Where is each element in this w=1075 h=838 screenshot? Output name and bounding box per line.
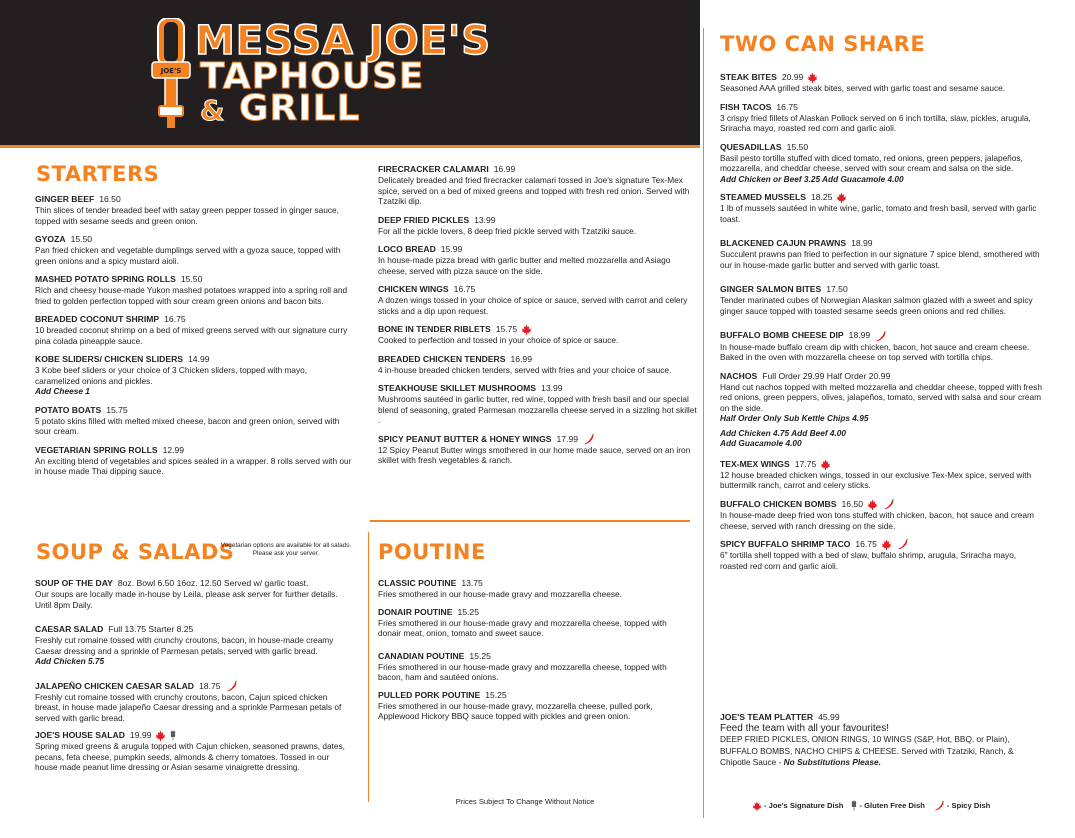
menu-item-name: CAESAR SALAD (35, 624, 104, 634)
menu-item-desc: Seasoned AAA grilled steak bites, served with garlic toast and sesame sauce. (720, 83, 1006, 94)
menu-item-desc: 12 Spicy Peanut Butter wings smothered in our home made sauce, served on an iron skillet with fresh vegetables & ranch. (378, 444, 691, 466)
menu-item-price: 15.25 (469, 650, 491, 661)
menu-item-name: BUFFALO BOMB CHEESE DIP (720, 330, 844, 341)
team-platter-desc: DEEP FRIED PICKLES, ONION RINGS, 10 WINGS (S&P, Hot, BBQ, or Plain), BUFFALO BOMBS, NACHO CHIPS & CHEESE. Served with Tzatziki, Ranch, & Chipotle Sauce - No Substitutions Please. (720, 734, 1014, 767)
brand-name: MESSA JOE'S (195, 18, 492, 64)
menu-item-name: LOCO BREAD (378, 244, 436, 254)
menu-item-price: 15.25 (485, 689, 507, 700)
menu-item-name: MASHED POTATO SPRING ROLLS (35, 274, 176, 284)
menu-item-desc: Freshly cut romaine tossed with crunchy croutons, bacon, Cajun spiced chicken breast, in house made jalapeño Caesar dressing and a sprinkle Parmesan petals of served with garlic bread. (35, 691, 342, 723)
menu-item (378, 607, 683, 639)
starters-heading: STARTERS (36, 162, 160, 186)
menu-item-price: Full Order 29.99 Half Order 20.99 (762, 370, 891, 381)
menu-item-desc: 12 house breaded chicken wings, tossed in our exclusive Tex-Mex spice, served with buttermilk ranch, carrot and celery sticks. (720, 469, 1032, 491)
menu-item-name: GINGER BEEF (35, 194, 95, 204)
maple-leaf-icon (521, 324, 532, 335)
menu-item-price: 17.99 (556, 433, 579, 444)
menu-item (378, 215, 698, 237)
menu-item (378, 383, 698, 426)
menu-item (378, 690, 683, 722)
menu-item-desc: A dozen wings tossed in your choice of spice or sauce, served with carrot and celery sticks and a dip upon request. (378, 295, 688, 316)
menu-item (720, 238, 1045, 270)
menu-item-title (720, 330, 1045, 341)
menu-item-title (35, 730, 353, 741)
menu-item-title (378, 324, 698, 335)
menu-item-name: CHICKEN WINGS (378, 284, 449, 294)
menu-item (720, 192, 1045, 224)
appetizers-list (378, 164, 698, 474)
poutine-list (378, 578, 683, 722)
menu-item-name: FIRECRACKER CALAMARI (378, 164, 489, 174)
menu-item (720, 284, 1045, 316)
menu-item-name: GINGER SALMON BITES (720, 284, 822, 295)
menu-item-desc: Pan fried chicken and vegetable dumplings served with a gyoza sauce, topped with green onions and a spicy mustard aioli. (35, 245, 341, 266)
menu-item-price: 15.75 (106, 404, 128, 415)
menu-item-name: CLASSIC POUTINE (378, 578, 457, 588)
menu-item (720, 102, 1045, 134)
menu-item-title (378, 690, 683, 701)
menu-item (378, 284, 698, 316)
maple-leaf-icon (752, 801, 762, 811)
menu-item-desc: Basil pesto tortilla stuffed with diced tomato, red onions, green peppers, jalapeños, mozzarella, and cheddar cheese, served with sour cream and salsa on the side. (720, 152, 1023, 174)
wheat-icon (851, 800, 857, 811)
maple-leaf-icon (155, 730, 166, 741)
menu-item-desc: Fries smothered in our house-made gravy and mozzarella cheese, topped with donair meat, onion, tomato and sweet sauce. (378, 617, 667, 638)
menu-item-price: 16.50 (841, 498, 864, 509)
legend-spicy: - Spicy Dish (933, 801, 990, 811)
maple-leaf-icon (881, 539, 892, 550)
menu-item (378, 244, 698, 276)
menu-item (720, 539, 1045, 571)
menu-item-title (378, 607, 683, 618)
menu-item-desc: In house-made deep fried won tons stuffed with chicken, bacon, hot sauce and cream cheese, served with ranch dressing on the side. (720, 510, 1034, 531)
menu-item-name: BREADED COCONUT SHRIMP (35, 314, 160, 324)
menu-item-desc: Rich and cheesy house-made Yukon mashed potatoes wrapped into a spring roll and fried to golden perfection topped with sour cream green onions and bacon bits. (35, 285, 348, 306)
menu-item-title (720, 72, 1045, 83)
menu-item (35, 624, 353, 667)
two-can-share-heading: TWO CAN SHARE (720, 32, 926, 56)
menu-item-desc: Tender marinated cubes of Norwegian Alaskan salmon glazed with a sweet and spicy ginger sauce topped with toasted sesame seeds green onions and red chilies. (720, 295, 1033, 316)
menu-item-name: NACHOS (720, 370, 758, 381)
menu-item (720, 459, 1045, 491)
menu-item-desc: Fries smothered in our house-made gravy and mozzarella cheese. (378, 589, 622, 599)
menu-item-title (720, 142, 1045, 153)
menu-item-name: DEEP FRIED PICKLES (378, 214, 470, 225)
menu-item-name: FISH TACOS (720, 101, 772, 112)
team-platter-title: JOE'S TEAM PLATTER 45.99 (720, 712, 840, 722)
maple-leaf-icon (867, 499, 878, 510)
menu-item-title (35, 405, 353, 416)
menu-item-name: SOUP OF THE DAY (35, 578, 113, 588)
menu-item-title (35, 194, 353, 205)
menu-item-price: 16.99 (493, 164, 516, 174)
menu-item-title (378, 354, 698, 365)
menu-item-title (378, 383, 698, 394)
menu-item-price: 16.75 (164, 314, 186, 324)
menu-item-title (378, 284, 698, 295)
menu-item-name: QUESADILLAS (720, 141, 782, 152)
menu-item-desc: 1 lb of mussels sautéed in white wine, garlic, tomato and fresh basil, served with garlic toast. (720, 203, 1037, 224)
prices-note: Prices Subject To Change Without Notice (455, 797, 595, 806)
menu-item-price: 18.25 (810, 192, 833, 203)
menu-item-title (35, 624, 353, 635)
menu-item-desc: Hand cut nachos topped with melted mozzarella and cheddar cheese, topped with fresh red onions, green peppers, olives, jalapeños, tomato, served with salsa and sour cream on the side. (720, 381, 1042, 413)
menu-item (35, 405, 353, 437)
legend-signature: - Joe's Signature Dish (752, 801, 843, 811)
menu-item-price: 8oz. Bowl 6.50 16oz. 12.50 Served w/ garlic toast. (117, 578, 309, 588)
menu-item-desc: 4 in-house breaded chicken tenders, served with fries and your choice of sauce. (378, 364, 672, 375)
menu-item-name: KOBE SLIDERS/ CHICKEN SLIDERS (35, 354, 184, 364)
poutine-heading: POUTINE (378, 540, 486, 564)
starters-list (35, 194, 353, 485)
menu-item-addon: Add Chicken 5.75 (35, 656, 105, 666)
menu-item-price: 16.99 (510, 353, 532, 364)
menu-item-price: 15.50 (180, 274, 203, 284)
menu-item (35, 681, 353, 724)
team-platter-tagline: Feed the team with all your favourites! (720, 723, 889, 734)
menu-item (720, 371, 1045, 449)
menu-item-desc: 10 breaded coconut shrimp on a bed of mixed greens served with our signature curry pina colada pineapple sauce. (35, 325, 348, 346)
menu-item-name: PULLED PORK POUTINE (378, 689, 481, 700)
menu-item (720, 330, 1045, 362)
menu-item (35, 445, 353, 477)
chili-pepper-icon (582, 434, 595, 445)
menu-item-price: 16.50 (99, 194, 121, 204)
maple-leaf-icon (836, 192, 847, 203)
chili-pepper-icon (225, 681, 238, 692)
menu-item-price: 17.75 (794, 458, 817, 469)
menu-item-desc: In house-made pizza bread with garlic butter and melted mozzarella and Asiago cheese, served with pizza sauce on the side. (378, 255, 671, 276)
menu-item-title (35, 578, 353, 589)
menu-item-addon: Add Cheese 1 (35, 386, 90, 396)
menu-item-price: 15.75 (495, 324, 518, 334)
menu-item-desc: Freshly cut romaine tossed with crunchy croutons, bacon, in house-made creamy Caesar dressing and a sprinkle of Parmesan petals, served with garlic bread. (35, 635, 334, 656)
menu-item-name: TEX-MEX WINGS (720, 458, 790, 469)
soups-heading: SOUP & SALADS (36, 540, 235, 564)
menu-item-desc: An exciting blend of vegetables and spices sealed in a wrapper. 8 rolls served with our in house made Thai dipping sauce. (35, 455, 352, 476)
menu-item-price: 15.50 (70, 234, 93, 244)
menu-item-title (378, 244, 698, 255)
chili-pepper-icon (882, 499, 895, 510)
menu-item-name: BREADED CHICKEN TENDERS (378, 353, 506, 364)
menu-item-title (35, 354, 353, 365)
menu-item-desc: 5 potato skins filled with melted mixed cheese, bacon and green onion, served with sour cream. (35, 415, 340, 436)
menu-item-addon: Half Order Only Sub Kettle Chips 4.95 (720, 413, 869, 424)
vegetarian-note: Vegetarian options are available for all salads. Please ask your server. (220, 542, 352, 557)
column-divider (368, 532, 369, 802)
menu-item-title (720, 284, 1045, 295)
section-divider (370, 520, 690, 522)
team-platter (720, 712, 1045, 769)
menu-item (35, 730, 353, 773)
chili-pepper-icon (933, 801, 945, 811)
menu-item-price: 15.50 (786, 141, 809, 152)
menu-item-desc: 3 crispy fried fillets of Alaskan Pollock served on 6 inch tortilla, slaw, pickles, arugula, Sriracha mayo, roasted red corn and garlic aioli. (720, 112, 1031, 134)
two-can-share-list (720, 72, 1045, 571)
menu-item (35, 234, 353, 266)
menu-item-desc: In house-made buffalo cream dip with chicken, bacon, hot sauce and cream cheese. Baked in the oven with mozzarella cheese on top served with tortilla chips. (720, 341, 1030, 363)
menu-item-price: 14.99 (188, 354, 210, 364)
menu-item-price: 12.99 (162, 444, 185, 455)
menu-item-title (720, 539, 1045, 550)
menu-item-name: BUFFALO CHICKEN BOMBS (720, 498, 837, 509)
menu-item-price: 13.99 (474, 214, 496, 225)
menu-item (378, 578, 683, 600)
chili-pepper-icon (874, 331, 887, 342)
menu-item (35, 194, 353, 226)
menu-item-title (378, 164, 698, 175)
menu-item-title (378, 215, 698, 226)
menu-item (378, 354, 698, 376)
menu-item-title (35, 274, 353, 285)
menu-item-price: 20.99 (781, 72, 804, 82)
menu-item-desc: 6" tortilla shell topped with a bed of slaw, buffalo shrimp, arugula, Sriracha mayo, roasted red corn and garlic aioli. (720, 550, 1017, 571)
menu-item-name: JALAPEÑO CHICKEN CAESAR SALAD (35, 680, 194, 691)
menu-item-title (35, 681, 353, 692)
menu-item (35, 314, 353, 346)
menu-item-price: 15.99 (440, 244, 463, 254)
menu-item-desc: Cooked to perfection and tossed in your choice of spice or sauce. (378, 335, 619, 346)
menu-item-price: 16.75 (776, 101, 798, 112)
icon-legend (752, 800, 990, 811)
menu-item-name: BONE IN TENDER RIBLETS (378, 324, 491, 334)
menu-item-title (720, 459, 1045, 470)
menu-item (720, 72, 1045, 94)
menu-item-name: JOE'S HOUSE SALAD (35, 730, 125, 741)
menu-item-name: VEGETARIAN SPRING ROLLS (35, 444, 158, 455)
menu-item (378, 651, 683, 683)
menu-item-title (35, 445, 353, 456)
svg-text:JOE'S: JOE'S (160, 67, 182, 75)
menu-item (720, 499, 1045, 531)
menu-item-name: STEAK BITES (720, 72, 777, 82)
menu-item-price: 17.50 (826, 284, 848, 295)
wheat-icon (170, 730, 176, 741)
menu-item-price: 19.99 (129, 730, 152, 741)
menu-item-price: 13.99 (541, 383, 563, 394)
menu-header (0, 0, 700, 148)
menu-item-price: 13.75 (461, 578, 483, 588)
menu-item-title (720, 238, 1045, 249)
menu-item-desc: Thin slices of tender breaded beef with satay green pepper tossed in ginger sauce, topped with sesame seeds and green onion. (35, 205, 339, 226)
menu-item-title (35, 234, 353, 245)
menu-item-title (720, 192, 1045, 203)
menu-item-price: 16.75 (453, 284, 476, 294)
menu-item (35, 274, 353, 306)
column-divider (703, 28, 704, 818)
menu-item-desc: Spring mixed greens & arugula topped with Cajun chicken, seasoned prawns, dates, pecans, feta cheese, pumpkin seeds, almonds & cherry tomatoes. Tossed in our house made peanut lime dressing or Asian sesame vinaigrette dressing. (35, 741, 345, 773)
menu-item-addon: Add Guacamole 4.00 (720, 438, 802, 449)
menu-item-price: 18.75 (199, 680, 221, 691)
menu-item-name: SPICY PEANUT BUTTER & HONEY WINGS (378, 433, 552, 444)
brand-taphouse: TAPHOUSE (200, 56, 425, 97)
menu-item-addon: Add Chicken 4.75 Add Beef 4.00 (720, 427, 847, 438)
menu-item-desc: Fries smothered in our house-made gravy, mozzarella cheese, pulled pork, Applewood Hickory BBQ sauce topped with pickles and green onion. (378, 700, 653, 721)
menu-item-name: STEAKHOUSE SKILLET MUSHROOMS (378, 383, 537, 394)
menu-item-price: 18.99 (848, 330, 871, 341)
maple-leaf-icon (820, 459, 831, 470)
menu-item-name: DONAIR POUTINE (378, 606, 453, 617)
menu-item-title (720, 499, 1045, 510)
chili-pepper-icon (896, 539, 909, 550)
menu-item (720, 142, 1045, 185)
menu-item-title (378, 434, 698, 445)
menu-item-desc: 3 Kobe beef sliders or your choice of 3 Chicken sliders, topped with mayo, caramelized onions and pickles. (35, 365, 308, 386)
menu-item-price: Full 13.75 Starter 8.25 (108, 624, 194, 634)
menu-item-price: 16.75 (855, 539, 877, 550)
menu-item-title (378, 651, 683, 662)
menu-item-desc: Fries smothered in our house-made gravy and mozzarella cheese, topped with bacon, ham and sautéed onions. (378, 661, 667, 682)
menu-item-price: 15.25 (457, 606, 479, 617)
menu-item-price: 18.99 (851, 238, 873, 249)
menu-item-title (720, 371, 1045, 382)
menu-item-title (378, 578, 683, 589)
menu-item-desc: Succulent prawns pan fried to perfection in our signature 7 spice blend, smothered with our in house-made garlic butter and served with garlic toast. (720, 249, 1040, 270)
soups-list (35, 578, 353, 773)
menu-item-name: POTATO BOATS (35, 404, 102, 415)
menu-item (378, 434, 698, 466)
maple-leaf-icon (807, 72, 818, 83)
menu-item (378, 324, 698, 346)
menu-item-addon: Add Chicken or Beef 3.25 Add Guacamole 4.00 (720, 173, 904, 184)
menu-item (378, 164, 698, 207)
menu-item (35, 354, 353, 397)
menu-item-name: BLACKENED CAJUN PRAWNS (720, 238, 847, 249)
menu-item-desc: For all the pickle lovers, 8 deep fried pickle served with Tzatziki sauce. (378, 225, 637, 236)
menu-item-name: CANADIAN POUTINE (378, 650, 465, 661)
brand-grill: & GRILL (200, 88, 361, 129)
beer-tap-icon (150, 18, 192, 130)
menu-item-desc: Mushrooms sautéed in garlic butter, red wine, topped with fresh basil and our special blend of seasoning, grated Parmesan mozzarella cheese served in a sizzling hot skillet . (378, 394, 697, 426)
menu-item-name: SPICY BUFFALO SHRIMP TACO (720, 539, 851, 550)
legend-gluten-free: - Gluten Free Dish (851, 800, 924, 811)
menu-item (35, 578, 353, 610)
menu-item-desc: Our soups are locally made in-house by Leila, please ask server for further details. Until 8pm Daily. (35, 589, 338, 610)
menu-item-name: STEAMED MUSSELS (720, 192, 806, 203)
menu-item-title (720, 102, 1045, 113)
menu-item-title (35, 314, 353, 325)
menu-item-name: GYOZA (35, 234, 66, 244)
menu-item-desc: Delicately breaded and fried firecracker calamari tossed in Joe's signature Tex-Mex spice, served on a bed of mixed greens and topped with fresh red onion. Served with Tzatziki dip. (378, 175, 690, 206)
